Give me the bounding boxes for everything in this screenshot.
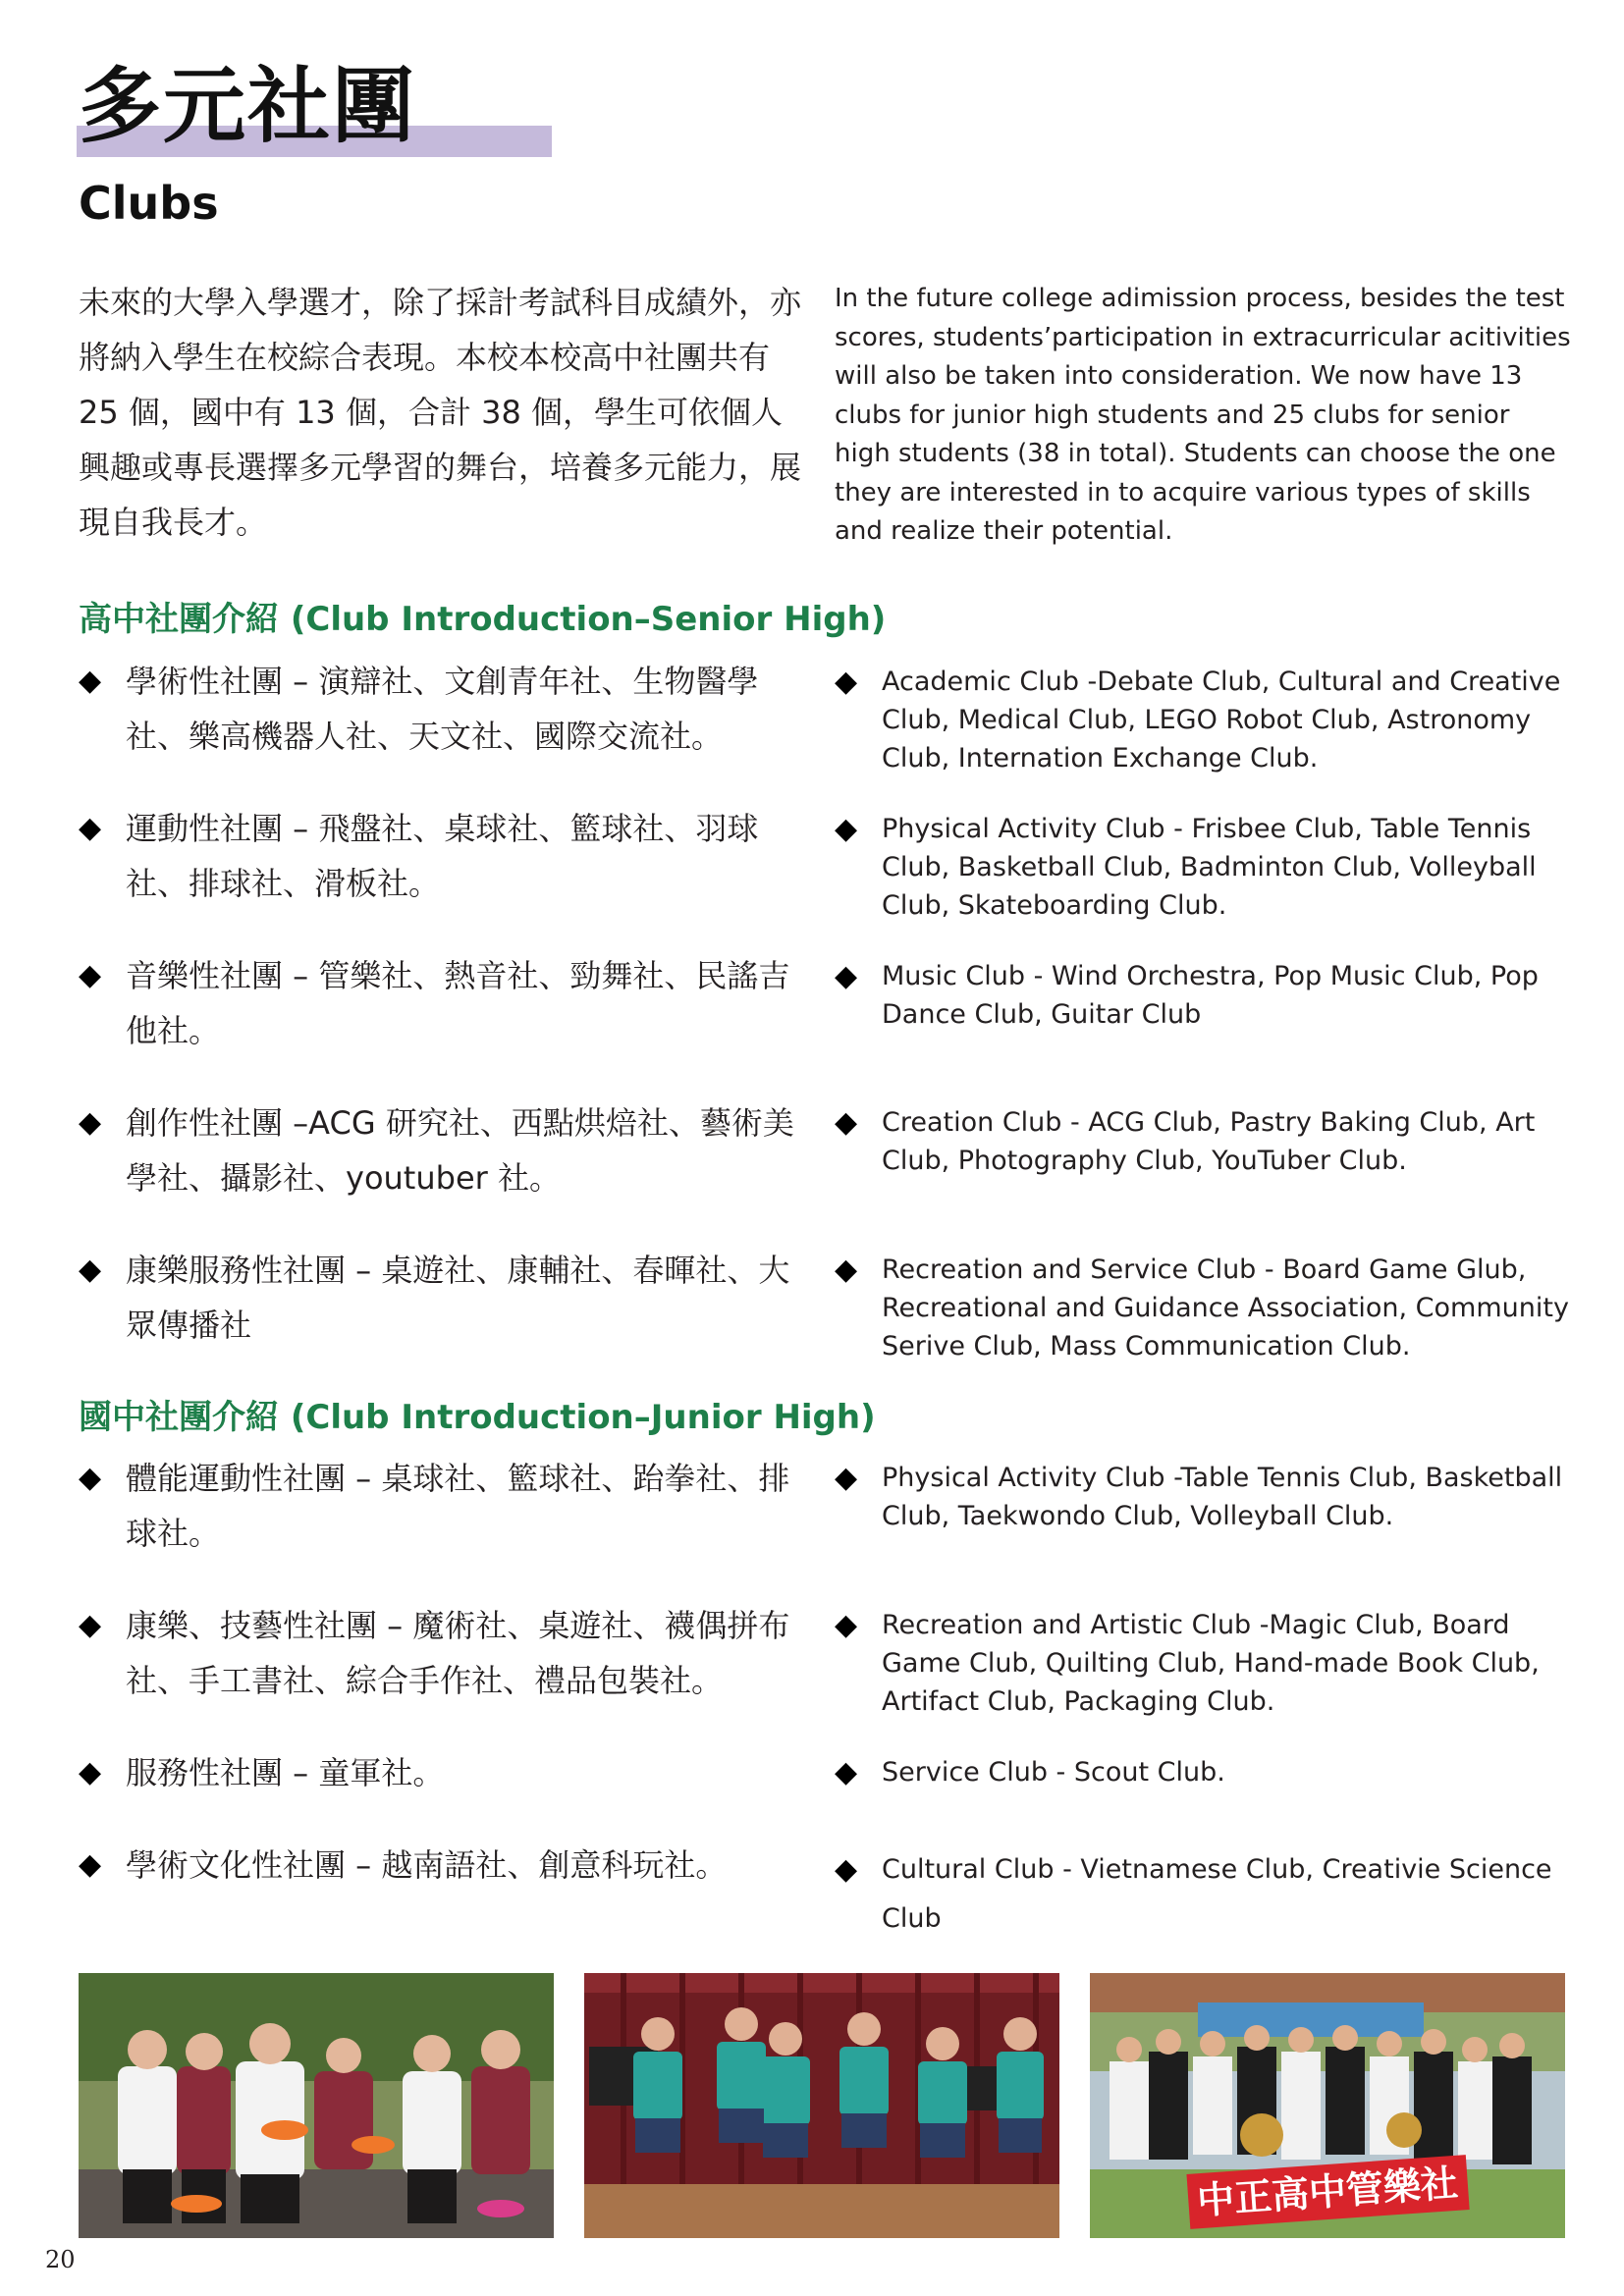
- senior-item-zh-3: [79, 948, 805, 1058]
- item-text: Recreation and Artistic Club -Magic Club, Board Game Club, Quilting Club, Hand-made Book Club, Artifact Club, Packaging Club.: [882, 1610, 1540, 1717]
- page-number: 20: [45, 2246, 76, 2273]
- item-text: Music Club - Wind Orchestra, Pop Music Club, Pop Dance Club, Guitar Club: [882, 961, 1539, 1030]
- diamond-bullet-icon: ◆: [835, 812, 858, 846]
- item-text: Recreation and Service Club - Board Game Glub, Recreational and Guidance Association, Community Serive Club, Mass Communication Club.: [882, 1255, 1569, 1362]
- diamond-bullet-icon: ◆: [79, 958, 102, 992]
- senior-item-zh-1: [79, 654, 805, 764]
- page-subtitle: Clubs: [79, 177, 219, 230]
- diamond-bullet-icon: ◆: [835, 1852, 858, 1887]
- senior-item-en-2: [835, 810, 1573, 925]
- page-title: 多元社團: [79, 58, 417, 154]
- item-text: 運動性社團 – 飛盤社、桌球社、籃球社、羽球社、排球社、滑板社。: [126, 810, 759, 902]
- junior-item-en-1: [835, 1459, 1573, 1535]
- junior-item-zh-1: [79, 1451, 805, 1561]
- banner-text: 中正高中管樂社: [1195, 2161, 1460, 2223]
- junior-item-en-3: [835, 1753, 1573, 1791]
- item-text: 體能運動性社團 – 桌球社、籃球社、跆拳社、排球社。: [126, 1460, 790, 1552]
- diamond-bullet-icon: ◆: [79, 1608, 102, 1642]
- item-text: 音樂性社團 – 管樂社、熱音社、勁舞社、民謠吉他社。: [126, 957, 790, 1049]
- item-text: 學術性社團 – 演辯社、文創青年社、生物醫學社、樂高機器人社、天文社、國際交流社。: [126, 663, 759, 755]
- diamond-bullet-icon: ◆: [79, 811, 102, 845]
- senior-item-zh-5: [79, 1243, 805, 1353]
- diamond-bullet-icon: ◆: [79, 664, 102, 698]
- diamond-bullet-icon: ◆: [835, 665, 858, 699]
- senior-item-zh-2: [79, 801, 805, 911]
- item-text: 學術文化性社團 – 越南語社、創意科玩社。: [126, 1846, 728, 1884]
- item-text: 服務性社團 – 童軍社。: [126, 1754, 445, 1791]
- senior-item-en-1: [835, 663, 1573, 777]
- wind-orchestra-photo: [1090, 1973, 1565, 2238]
- junior-item-zh-3: [79, 1745, 805, 1800]
- diamond-bullet-icon: ◆: [835, 1461, 858, 1495]
- diamond-bullet-icon: ◆: [835, 1105, 858, 1140]
- senior-item-zh-4: [79, 1095, 805, 1205]
- intro-english: In the future college adimission process, besides the test scores, students’participation in extracurricular acitivities will also be taken into consideration. We now have 13 clubs for junior high students and 25 clubs for senior high students (38 in total). Students can choose the one they are interested in to acquire various types of skills and realize their potential.: [835, 284, 1571, 546]
- senior-section-heading: 高中社團介紹 (Club Introduction–Senior High): [79, 600, 887, 639]
- senior-item-en-5: [835, 1251, 1573, 1365]
- junior-section-heading: 國中社團介紹 (Club Introduction–Junior High): [79, 1398, 876, 1437]
- intro-chinese: 未來的大學入學選才，除了採計考試科目成績外，亦將納入學生在校綜合表現。本校本校高中社團共有 25 個，國中有 13 個，合計 38 個，學生可依個人興趣或專長選擇多元學習的舞台，培養多元能力，展現自我長才。: [79, 284, 802, 541]
- junior-item-zh-2: [79, 1598, 805, 1708]
- diamond-bullet-icon: ◆: [835, 959, 858, 993]
- frisbee-club-photo: [79, 1973, 554, 2238]
- diamond-bullet-icon: ◆: [79, 1105, 102, 1140]
- diamond-bullet-icon: ◆: [835, 1253, 858, 1287]
- dance-club-photo: [584, 1973, 1059, 2238]
- diamond-bullet-icon: ◆: [79, 1253, 102, 1287]
- senior-item-en-4: [835, 1103, 1573, 1180]
- item-text: Physical Activity Club -Table Tennis Club, Basketball Club, Taekwondo Club, Volleyball Club.: [882, 1463, 1563, 1531]
- junior-item-zh-4: [79, 1838, 805, 1893]
- item-text: Academic Club -Debate Club, Cultural and Creative Club, Medical Club, LEGO Robot Club, Astronomy Club, Internation Exchange Club.: [882, 667, 1561, 774]
- item-text: Cultural Club - Vietnamese Club, Creativie Science Club: [882, 1854, 1552, 1934]
- diamond-bullet-icon: ◆: [79, 1755, 102, 1789]
- item-text: 創作性社團 –ACG 研究社、西點烘焙社、藝術美學社、攝影社、youtuber 社。: [126, 1104, 794, 1197]
- item-text: 康樂、技藝性社團 – 魔術社、桌遊社、襪偶拼布社、手工書社、綜合手作社、禮品包裝社。: [126, 1607, 790, 1699]
- junior-item-en-4: [835, 1845, 1573, 1944]
- item-text: 康樂服務性社團 – 桌遊社、康輔社、春暉社、大眾傳播社: [126, 1252, 790, 1344]
- diamond-bullet-icon: ◆: [79, 1847, 102, 1882]
- item-text: Service Club - Scout Club.: [882, 1757, 1225, 1788]
- senior-item-en-3: [835, 957, 1573, 1034]
- diamond-bullet-icon: ◆: [835, 1755, 858, 1789]
- diamond-bullet-icon: ◆: [835, 1608, 858, 1642]
- diamond-bullet-icon: ◆: [79, 1461, 102, 1495]
- item-text: Creation Club - ACG Club, Pastry Baking Club, Art Club, Photography Club, YouTuber Club.: [882, 1107, 1536, 1176]
- junior-item-en-2: [835, 1606, 1573, 1721]
- item-text: Physical Activity Club - Frisbee Club, Table Tennis Club, Basketball Club, Badminton Club, Volleyball Club, Skateboarding Club.: [882, 814, 1537, 921]
